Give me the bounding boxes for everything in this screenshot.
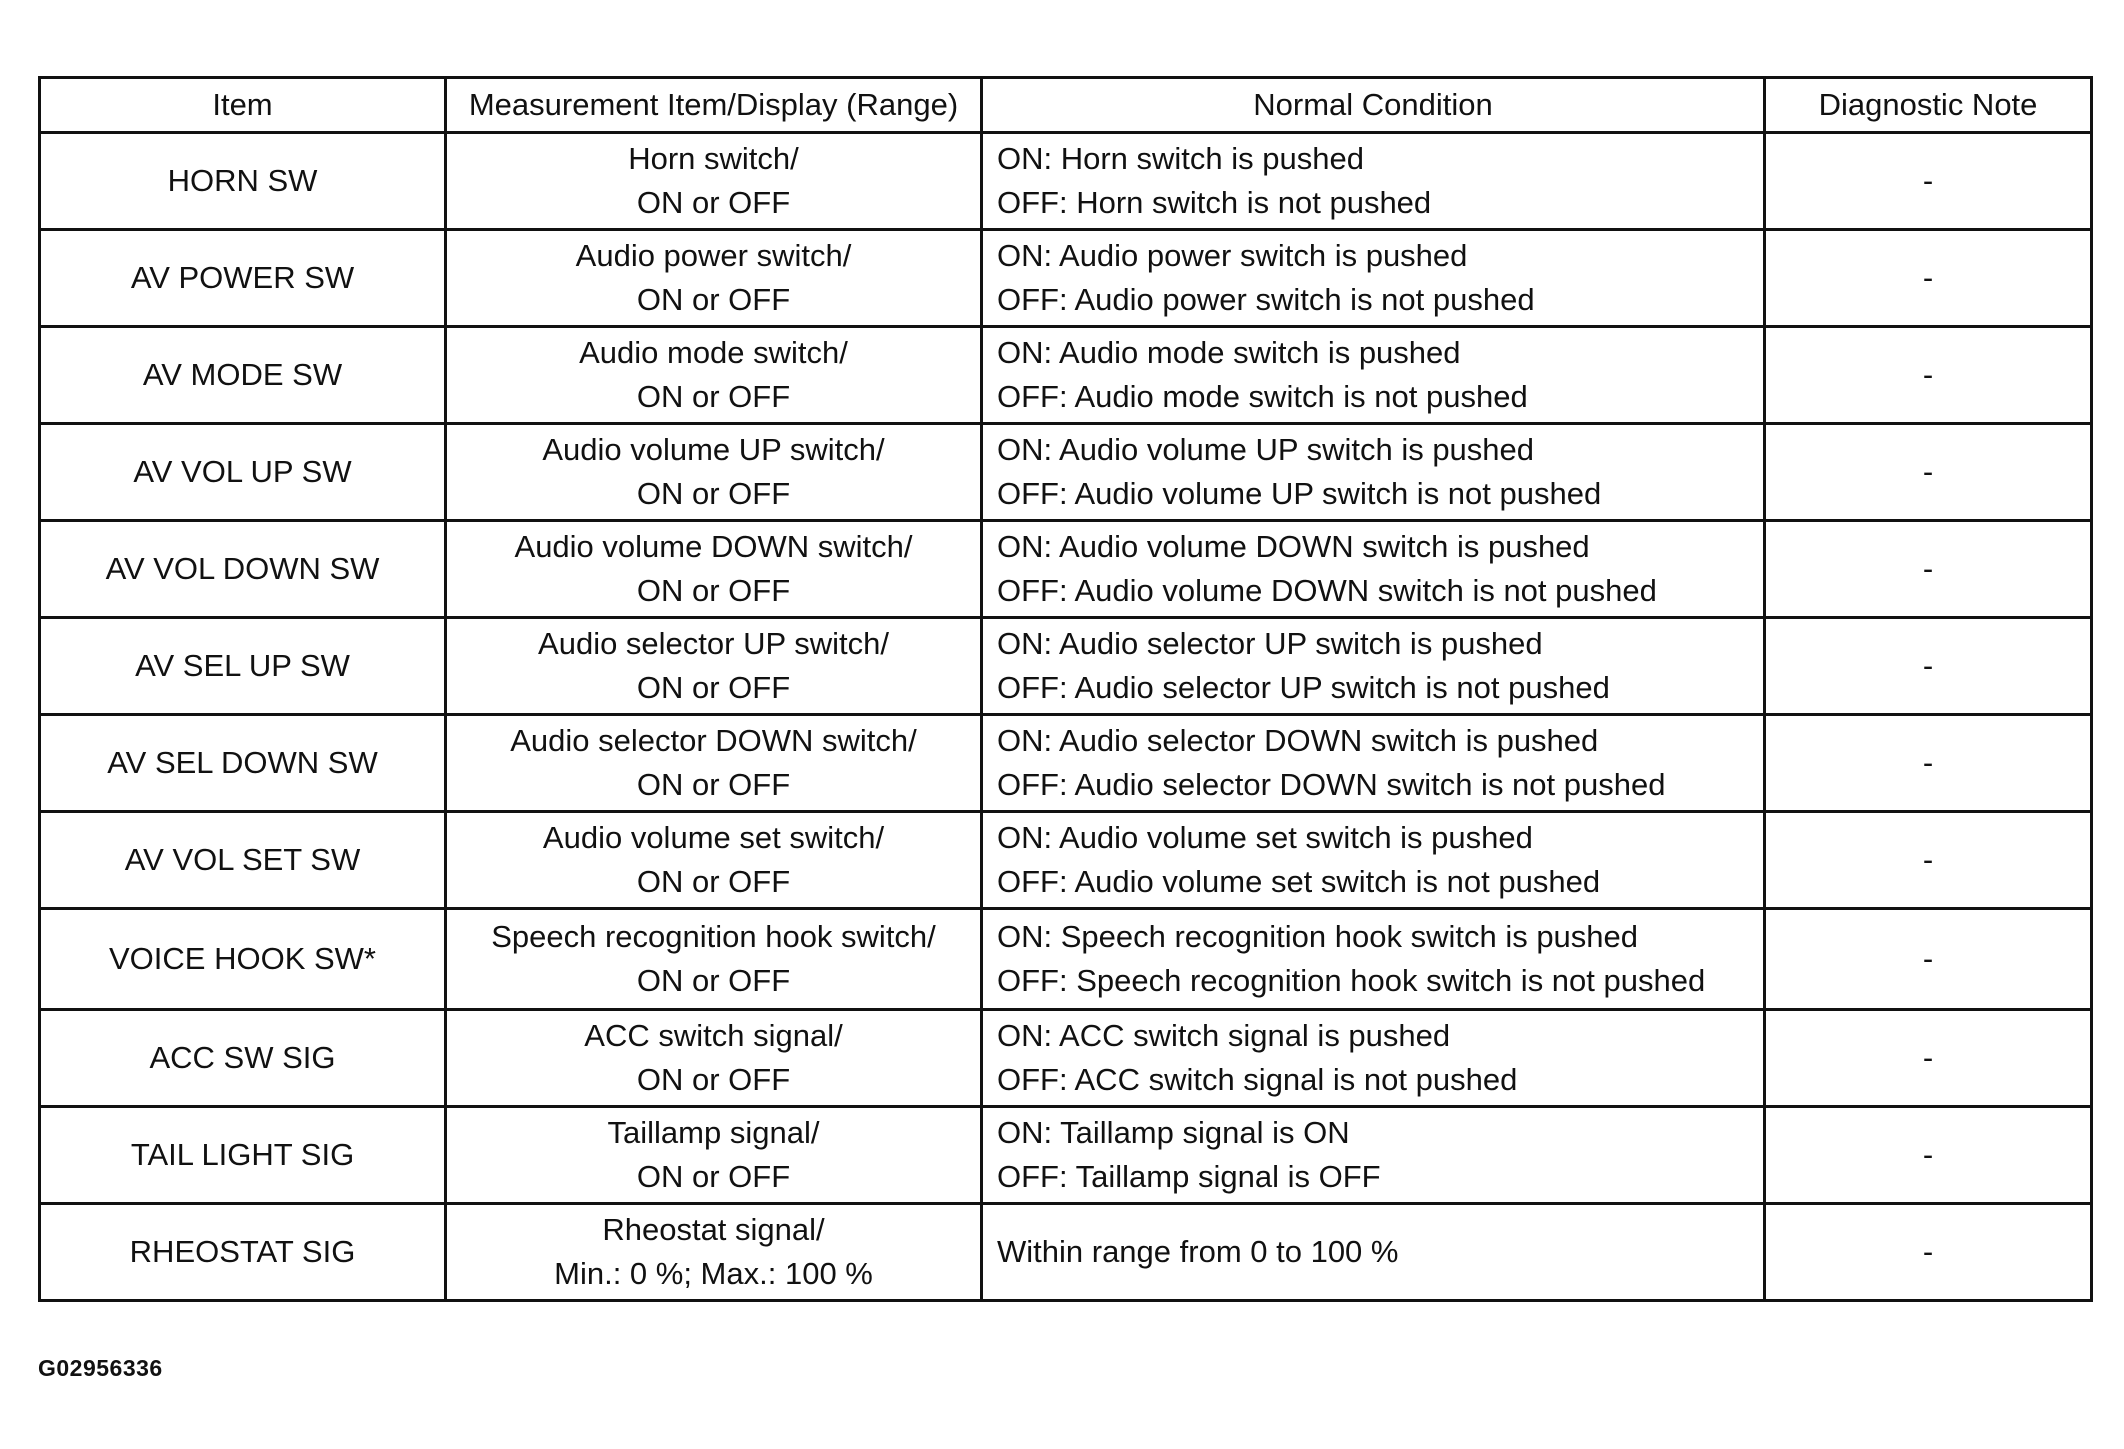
normal-condition-cell bbox=[982, 1010, 1765, 1107]
measurement-cell bbox=[446, 715, 982, 812]
measurement-line: ON or OFF bbox=[636, 1062, 791, 1097]
item-cell: TAIL LIGHT SIG bbox=[40, 1107, 446, 1204]
condition-line: OFF: Taillamp signal is OFF bbox=[997, 1159, 1381, 1194]
measurement-cell bbox=[446, 327, 982, 424]
measurement-cell bbox=[446, 424, 982, 521]
diagnostic-note-cell: - bbox=[1765, 812, 2092, 909]
table-row bbox=[40, 424, 2092, 521]
condition-line: OFF: Speech recognition hook switch is not pushed bbox=[997, 963, 1706, 998]
measurement-line: ON or OFF bbox=[636, 864, 791, 899]
figure-code: G02956336 bbox=[38, 1355, 163, 1381]
normal-condition-cell bbox=[982, 521, 1765, 618]
normal-condition-cell bbox=[982, 812, 1765, 909]
condition-line: OFF: Audio volume DOWN switch is not pushed bbox=[997, 573, 1657, 608]
measurement-line: Audio selector DOWN switch/ bbox=[510, 723, 917, 758]
normal-condition-cell bbox=[982, 230, 1765, 327]
table-row bbox=[40, 909, 2092, 1010]
diagnostic-note-cell: - bbox=[1765, 618, 2092, 715]
table-row bbox=[40, 230, 2092, 327]
header-item: Item bbox=[40, 78, 446, 133]
normal-condition-cell bbox=[982, 133, 1765, 230]
measurement-line: Audio volume UP switch/ bbox=[542, 432, 885, 467]
measurement-line: ON or OFF bbox=[636, 573, 791, 608]
condition-line: ON: Audio selector DOWN switch is pushed bbox=[997, 723, 1599, 758]
condition-line: ON: Taillamp signal is ON bbox=[997, 1115, 1350, 1150]
measurement-line: ON or OFF bbox=[636, 379, 791, 414]
item-cell: AV VOL SET SW bbox=[40, 812, 446, 909]
condition-line: ON: ACC switch signal is pushed bbox=[997, 1018, 1451, 1053]
measurement-line: Audio power switch/ bbox=[575, 238, 852, 273]
diagnostic-note-cell: - bbox=[1765, 327, 2092, 424]
measurement-line: ON or OFF bbox=[636, 476, 791, 511]
diagnostic-data-table bbox=[38, 76, 2093, 1302]
measurement-line: Audio selector UP switch/ bbox=[538, 626, 889, 661]
measurement-cell bbox=[446, 812, 982, 909]
measurement-cell bbox=[446, 1107, 982, 1204]
measurement-line: ACC switch signal/ bbox=[584, 1018, 843, 1053]
diagnostic-note-cell: - bbox=[1765, 230, 2092, 327]
table-row bbox=[40, 521, 2092, 618]
item-cell: VOICE HOOK SW* bbox=[40, 909, 446, 1010]
condition-line: ON: Speech recognition hook switch is pushed bbox=[997, 919, 1639, 954]
normal-condition-cell bbox=[982, 1107, 1765, 1204]
diagnostic-note-cell: - bbox=[1765, 1010, 2092, 1107]
measurement-line: ON or OFF bbox=[636, 282, 791, 317]
measurement-cell bbox=[446, 230, 982, 327]
normal-condition-cell bbox=[982, 618, 1765, 715]
measurement-line: Min.: 0 %; Max.: 100 % bbox=[554, 1256, 873, 1291]
item-cell: AV SEL UP SW bbox=[40, 618, 446, 715]
item-cell: AV VOL DOWN SW bbox=[40, 521, 446, 618]
item-cell: AV SEL DOWN SW bbox=[40, 715, 446, 812]
measurement-line: ON or OFF bbox=[636, 767, 791, 802]
measurement-cell bbox=[446, 1010, 982, 1107]
header-diagnostic-note: Diagnostic Note bbox=[1765, 78, 2092, 133]
normal-condition-cell bbox=[982, 424, 1765, 521]
measurement-line: ON or OFF bbox=[636, 963, 791, 998]
item-cell: RHEOSTAT SIG bbox=[40, 1204, 446, 1301]
table-row bbox=[40, 133, 2092, 230]
measurement-line: Horn switch/ bbox=[628, 141, 799, 176]
condition-line: ON: Audio volume UP switch is pushed bbox=[997, 432, 1535, 467]
table-row bbox=[40, 1107, 2092, 1204]
measurement-line: Taillamp signal/ bbox=[607, 1115, 820, 1150]
table-row bbox=[40, 715, 2092, 812]
measurement-line: ON or OFF bbox=[636, 185, 791, 220]
table-row bbox=[40, 1204, 2092, 1301]
diagnostic-note-cell: - bbox=[1765, 715, 2092, 812]
normal-condition-cell bbox=[982, 715, 1765, 812]
measurement-line: Speech recognition hook switch/ bbox=[491, 919, 936, 954]
condition-line: ON: Audio mode switch is pushed bbox=[997, 335, 1461, 370]
condition-line: ON: Audio volume DOWN switch is pushed bbox=[997, 529, 1590, 564]
measurement-line: ON or OFF bbox=[636, 670, 791, 705]
diagnostic-note-cell: - bbox=[1765, 133, 2092, 230]
normal-condition-cell bbox=[982, 1204, 1765, 1301]
header-measurement: Measurement Item/Display (Range) bbox=[446, 78, 982, 133]
header-normal-condition: Normal Condition bbox=[982, 78, 1765, 133]
condition-line: OFF: Audio volume UP switch is not pushed bbox=[997, 476, 1602, 511]
table-row bbox=[40, 327, 2092, 424]
condition-line: ON: Audio volume set switch is pushed bbox=[997, 820, 1533, 855]
table-body bbox=[40, 133, 2092, 1301]
diagnostic-note-cell: - bbox=[1765, 909, 2092, 1010]
measurement-line: Rheostat signal/ bbox=[602, 1212, 825, 1247]
measurement-line: Audio volume DOWN switch/ bbox=[514, 529, 913, 564]
item-cell: AV MODE SW bbox=[40, 327, 446, 424]
item-cell: AV POWER SW bbox=[40, 230, 446, 327]
table-header-row bbox=[40, 78, 2092, 133]
condition-line: OFF: Audio selector UP switch is not pushed bbox=[997, 670, 1610, 705]
measurement-cell bbox=[446, 521, 982, 618]
condition-line: OFF: Audio mode switch is not pushed bbox=[997, 379, 1528, 414]
condition-line: ON: Audio power switch is pushed bbox=[997, 238, 1468, 273]
condition-line: OFF: ACC switch signal is not pushed bbox=[997, 1062, 1518, 1097]
diagnostic-note-cell: - bbox=[1765, 521, 2092, 618]
condition-line: Within range from 0 to 100 % bbox=[997, 1234, 1399, 1269]
measurement-line: ON or OFF bbox=[636, 1159, 791, 1194]
measurement-cell bbox=[446, 618, 982, 715]
normal-condition-cell bbox=[982, 327, 1765, 424]
condition-line: ON: Audio selector UP switch is pushed bbox=[997, 626, 1543, 661]
condition-line: ON: Horn switch is pushed bbox=[997, 141, 1364, 176]
table-row bbox=[40, 618, 2092, 715]
item-cell: AV VOL UP SW bbox=[40, 424, 446, 521]
measurement-cell bbox=[446, 909, 982, 1010]
measurement-line: Audio volume set switch/ bbox=[542, 820, 885, 855]
diagnostic-note-cell: - bbox=[1765, 424, 2092, 521]
diagnostic-note-cell: - bbox=[1765, 1204, 2092, 1301]
condition-line: OFF: Audio power switch is not pushed bbox=[997, 282, 1535, 317]
table-row bbox=[40, 1010, 2092, 1107]
condition-line: OFF: Horn switch is not pushed bbox=[997, 185, 1432, 220]
condition-line: OFF: Audio selector DOWN switch is not pushed bbox=[997, 767, 1666, 802]
measurement-cell bbox=[446, 1204, 982, 1301]
item-cell: HORN SW bbox=[40, 133, 446, 230]
measurement-line: Audio mode switch/ bbox=[579, 335, 848, 370]
normal-condition-cell bbox=[982, 909, 1765, 1010]
diagnostic-note-cell: - bbox=[1765, 1107, 2092, 1204]
condition-line: OFF: Audio volume set switch is not pushed bbox=[997, 864, 1601, 899]
measurement-cell bbox=[446, 133, 982, 230]
item-cell: ACC SW SIG bbox=[40, 1010, 446, 1107]
table-row bbox=[40, 812, 2092, 909]
